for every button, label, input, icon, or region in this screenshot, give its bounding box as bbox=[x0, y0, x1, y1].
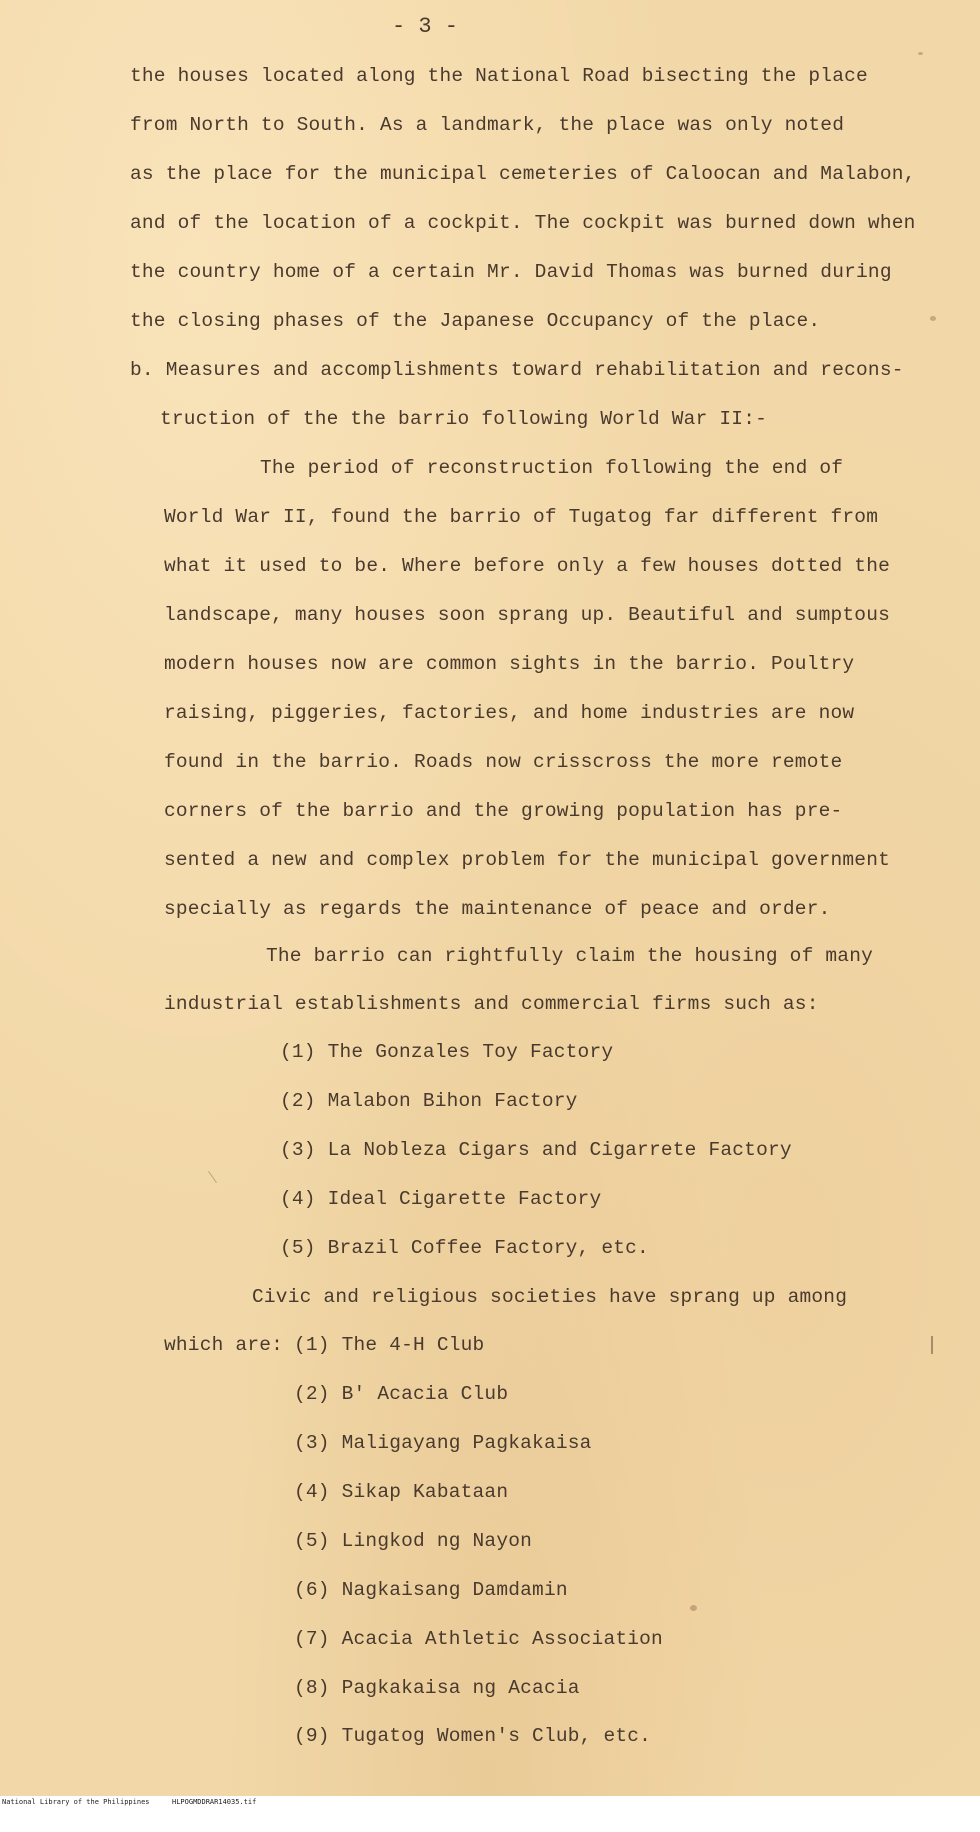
paragraph-line: landscape, many houses soon sprang up. Beautiful and sumptous bbox=[164, 604, 891, 626]
society-list-item: (9) Tugatog Women's Club, etc. bbox=[294, 1725, 652, 1747]
society-list-item: (5) Lingkod ng Nayon bbox=[294, 1530, 533, 1552]
body-line: from North to South. As a landmark, the place was only noted bbox=[130, 114, 845, 136]
firm-list-item: (4) Ideal Cigarette Factory bbox=[280, 1188, 602, 1210]
societies-intro: Civic and religious societies have sprang up among bbox=[252, 1286, 848, 1308]
paper-speck bbox=[690, 1605, 697, 1611]
paragraph-line: sented a new and complex problem for the municipal government bbox=[164, 849, 891, 871]
society-list-item: (7) Acacia Athletic Association bbox=[294, 1628, 663, 1650]
section-heading-cont: truction of the the barrio following World War II:- bbox=[160, 408, 767, 430]
paragraph-line: raising, piggeries, factories, and home industries are now bbox=[164, 702, 855, 724]
paragraph-line: World War II, found the barrio of Tugatog far different from bbox=[164, 506, 879, 528]
paper-speck bbox=[930, 316, 936, 321]
society-list-item: (8) Pagkakaisa ng Acacia bbox=[294, 1677, 580, 1699]
firm-list-item: (5) Brazil Coffee Factory, etc. bbox=[280, 1237, 649, 1259]
societies-lead: which are: bbox=[164, 1334, 284, 1356]
footer-library: National Library of the Philippines bbox=[2, 1798, 150, 1806]
footer-filename: HLPOGMDDRAR14035.tif bbox=[172, 1798, 257, 1806]
paragraph-line: corners of the barrio and the growing population has pre- bbox=[164, 800, 843, 822]
page-number: - 3 - bbox=[392, 14, 459, 39]
paragraph-line: The period of reconstruction following the end of bbox=[260, 457, 844, 479]
firm-list-item: (3) La Nobleza Cigars and Cigarrete Factory bbox=[280, 1139, 792, 1161]
society-list-item: (4) Sikap Kabataan bbox=[294, 1481, 509, 1503]
scan-footer bbox=[0, 1796, 980, 1808]
body-line: the houses located along the National Road bisecting the place bbox=[130, 65, 868, 87]
body-line: and of the location of a cockpit. The cockpit was burned down when bbox=[130, 212, 916, 234]
paragraph-line: industrial establishments and commercial firms such as: bbox=[164, 993, 819, 1015]
section-heading: b. Measures and accomplishments toward rehabilitation and recons- bbox=[130, 359, 904, 381]
paragraph-line: specially as regards the maintenance of peace and order. bbox=[164, 898, 831, 920]
body-line: as the place for the municipal cemeteries of Caloocan and Malabon, bbox=[130, 163, 916, 185]
paragraph-line: found in the barrio. Roads now crisscross the more remote bbox=[164, 751, 843, 773]
society-list-item: (6) Nagkaisang Damdamin bbox=[294, 1579, 568, 1601]
society-list-item: (3) Maligayang Pagkakaisa bbox=[294, 1432, 592, 1454]
paragraph-line: what it used to be. Where before only a few houses dotted the bbox=[164, 555, 891, 577]
firm-list-item: (2) Malabon Bihon Factory bbox=[280, 1090, 578, 1112]
paper-speck bbox=[918, 52, 923, 55]
body-line: the closing phases of the Japanese Occupancy of the place. bbox=[130, 310, 821, 332]
society-list-item: (1) The 4-H Club bbox=[294, 1334, 485, 1356]
paper-scratch bbox=[931, 1336, 933, 1354]
paper-scratch bbox=[208, 1171, 217, 1183]
paragraph-line: modern houses now are common sights in the barrio. Poultry bbox=[164, 653, 855, 675]
firm-list-item: (1) The Gonzales Toy Factory bbox=[280, 1041, 614, 1063]
paragraph-line: The barrio can rightfully claim the housing of many bbox=[266, 945, 873, 967]
body-line: the country home of a certain Mr. David Thomas was burned during bbox=[130, 261, 892, 283]
society-list-item: (2) B' Acacia Club bbox=[294, 1383, 509, 1405]
